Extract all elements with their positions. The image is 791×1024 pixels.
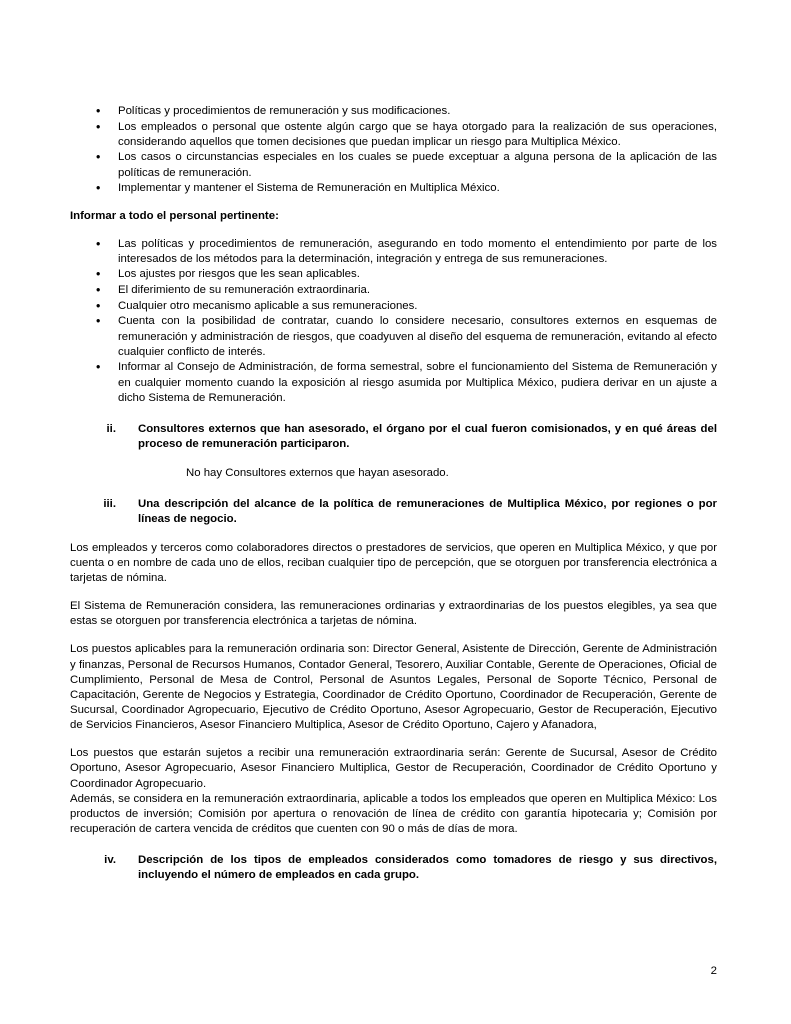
- paragraph: Los empleados y terceros como colaboradores directos o prestadores de servicios, que operen en Multiplica México, y que por cuenta o en nombre de cada uno de ellos, reciban cualquier tipo de percepción, que se otorguen por transferencia electrónica a tarjetas de nómina.: [70, 541, 717, 584]
- paragraph: Además, se considera en la remuneración extraordinaria, aplicable a todos los empleados que operen en Multiplica México: Los productos de inversión; Comisión por apertura o renovación de línea de crédito con garantía hipotecaria y; Comisión por recuperación de cartera vencida de créditos que cuenten con 90 o más de días de mora.: [70, 792, 717, 836]
- list-item: • Cualquier otro mecanismo aplicable a sus remuneraciones.: [70, 299, 717, 314]
- numbered-item-iv-text: Descripción de los tipos de empleados considerados como tomadores de riesgo y sus directivos, incluyendo el número de empleados en cada grupo.: [138, 854, 717, 882]
- page-number: 2: [710, 965, 717, 977]
- list-item: • Las políticas y procedimientos de remuneración, asegurando en todo momento el entendimiento por parte de los interesados de los métodos para la determinación, integración y entrega de sus remuneraciones.: [70, 237, 717, 267]
- list-item: • Cuenta con la posibilidad de contratar, cuando lo considere necesario, consultores externos en esquemas de remuneración y administración de riesgos, que coadyuven al diseño del esquema de remuneración, evitando al efecto cualquier conflicto de interés.: [70, 314, 717, 359]
- numbered-item-ii-numeral: ii.: [106, 422, 116, 435]
- document-body: [70, 104, 717, 884]
- numbered-item-iii-numeral: iii.: [103, 498, 116, 511]
- numbered-item-iii: [70, 497, 717, 527]
- numbered-item-iv-numeral: iv.: [104, 854, 116, 867]
- list-item: • Los ajustes por riesgos que les sean aplicables.: [70, 267, 717, 282]
- bullet-list-inform-items: [70, 237, 717, 406]
- numbered-item-ii-text: Consultores externos que han asesorado, el órgano por el cual fueron comisionados, y en qué áreas del proceso de remuneración participaron.: [138, 422, 717, 450]
- paragraph: Los puestos aplicables para la remuneración ordinaria son: Director General, Asistente de Dirección, Gerente de Administración y finanzas, Personal de Recursos Humanos, Contador General, Tesorero, Auxiliar Contable, Gerente de Operaciones, Oficial de Cumplimiento, Personal de Mesa de Control, Personal de Asuntos Legales, Personal de Soporte Técnico, Personal de Capacitación, Gerente de Negocios y Estrategia, Coordinador de Crédito Oportuno, Coordinador de Recuperación, Gerente de Sucursal, Coordinador Agropecuario, Ejecutivo de Crédito Oportuno, Asesor Agropecuario, Gestor de Recuperación, Ejecutivo de Servicios Financieros, Asesor Financiero Multiplica, Asesor de Crédito Oportuno, Cajero y Afanadora,: [70, 643, 717, 732]
- numbered-item-iii-text: Una descripción del alcance de la política de remuneraciones de Multiplica México, por regiones o por líneas de negocio.: [138, 498, 717, 526]
- numbered-item-ii-answer: No hay Consultores externos que hayan asesorado.: [186, 467, 449, 480]
- list-item: • Implementar y mantener el Sistema de Remuneración en Multiplica México.: [70, 181, 717, 196]
- numbered-item-ii: [70, 422, 717, 452]
- bullet-list-responsibilities: [70, 104, 717, 196]
- list-item: • Políticas y procedimientos de remuneración y sus modificaciones.: [70, 104, 717, 119]
- paragraph: Los puestos que estarán sujetos a recibir una remuneración extraordinaria serán: Gerente de Sucursal, Asesor de Crédito Oportuno, Asesor Agropecuario, Asesor Financiero Multiplica, Gestor de Recuperación, Coordinador de Crédito Oportuno y Coordinador Agropecuario.: [70, 747, 717, 790]
- list-item: • Los empleados o personal que ostente algún cargo que se haya otorgado para la realización de sus operaciones, considerando aquellos que tomen decisiones que puedan implicar un riesgo para Multiplica México.: [70, 120, 717, 150]
- list-item: • El diferimiento de su remuneración extraordinaria.: [70, 283, 717, 298]
- paragraph: El Sistema de Remuneración considera, las remuneraciones ordinarias y extraordinarias de los puestos elegibles, ya sea que estas se otorguen por transferencia electrónica a tarjetas de nómina.: [70, 600, 717, 628]
- list-item: • Informar al Consejo de Administración, de forma semestral, sobre el funcionamiento del Sistema de Remuneración y en cualquier momento cuando la exposición al riesgo asumida por Multiplica México, pudiera derivar en un ajuste a dicho Sistema de Remuneración.: [70, 360, 717, 405]
- numbered-item-iv: [70, 853, 717, 883]
- section-heading-inform: Informar a todo el personal pertinente:: [70, 210, 279, 223]
- list-item: • Los casos o circunstancias especiales en los cuales se puede exceptuar a alguna persona de la aplicación de las políticas de remuneración.: [70, 150, 717, 180]
